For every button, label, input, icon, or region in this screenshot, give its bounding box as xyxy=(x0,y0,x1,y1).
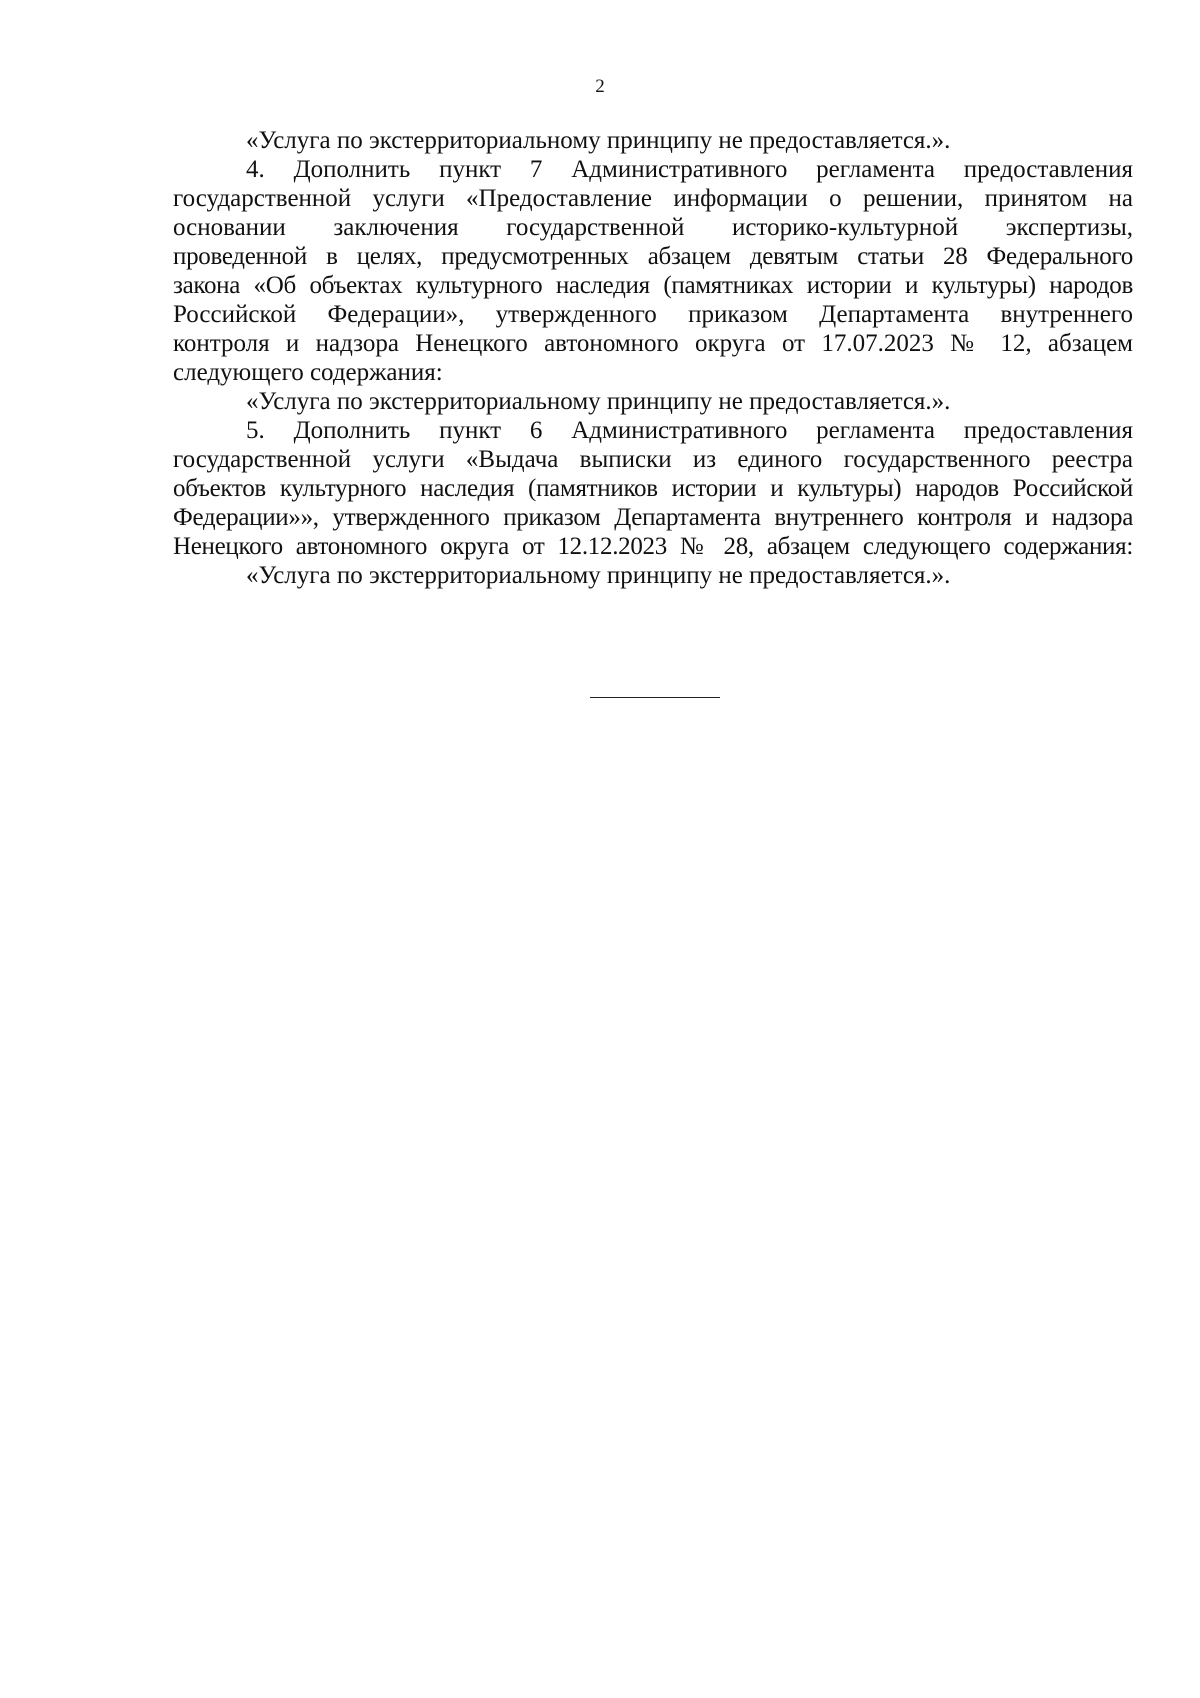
end-divider-line xyxy=(590,697,720,698)
item-5-line-1: 5. Дополнить пункт 6 Административного регламента предоставления xyxy=(246,417,1133,444)
item-4-line-7: контроля и надзора Ненецкого автономного округа от 17.07.2023 № 12, абзацем xyxy=(173,330,1133,357)
quote-paragraph-3: «Услуга по экстерриториальному принципу не предоставляется.». xyxy=(246,562,951,589)
quote-paragraph-1: «Услуга по экстерриториальному принципу не предоставляется.». xyxy=(246,127,951,154)
item-5-line-5: Ненецкого автономного округа от 12.12.2023 № 28, абзацем следующего содержания: xyxy=(173,533,1133,560)
item-4-line-2: государственной услуги «Предоставление информации о решении, принятом на xyxy=(173,185,1133,212)
item-4-line-1: 4. Дополнить пункт 7 Административного регламента предоставления xyxy=(246,156,1133,183)
item-4-line-5: закона «Об объектах культурного наследия (памятниках истории и культуры) народов xyxy=(173,272,1133,299)
item-4-line-8: следующего содержания: xyxy=(173,359,443,386)
page-number: 2 xyxy=(595,76,605,97)
item-4-line-6: Российской Федерации», утвержденного приказом Департамента внутреннего xyxy=(173,301,1133,328)
item-5-line-4: Федерации»», утвержденного приказом Департамента внутреннего контроля и надзора xyxy=(173,504,1133,531)
item-5-line-3: объектов культурного наследия (памятников истории и культуры) народов Российской xyxy=(173,475,1133,502)
quote-paragraph-2: «Услуга по экстерриториальному принципу не предоставляется.». xyxy=(246,388,951,415)
document-body xyxy=(173,126,1133,590)
item-4-line-4: проведенной в целях, предусмотренных абзацем девятым статьи 28 Федерального xyxy=(173,243,1133,270)
item-4-line-3: основании заключения государственной историко-культурной экспертизы, xyxy=(173,214,1133,241)
item-5-line-2: государственной услуги «Выдача выписки из единого государственного реестра xyxy=(173,446,1133,473)
